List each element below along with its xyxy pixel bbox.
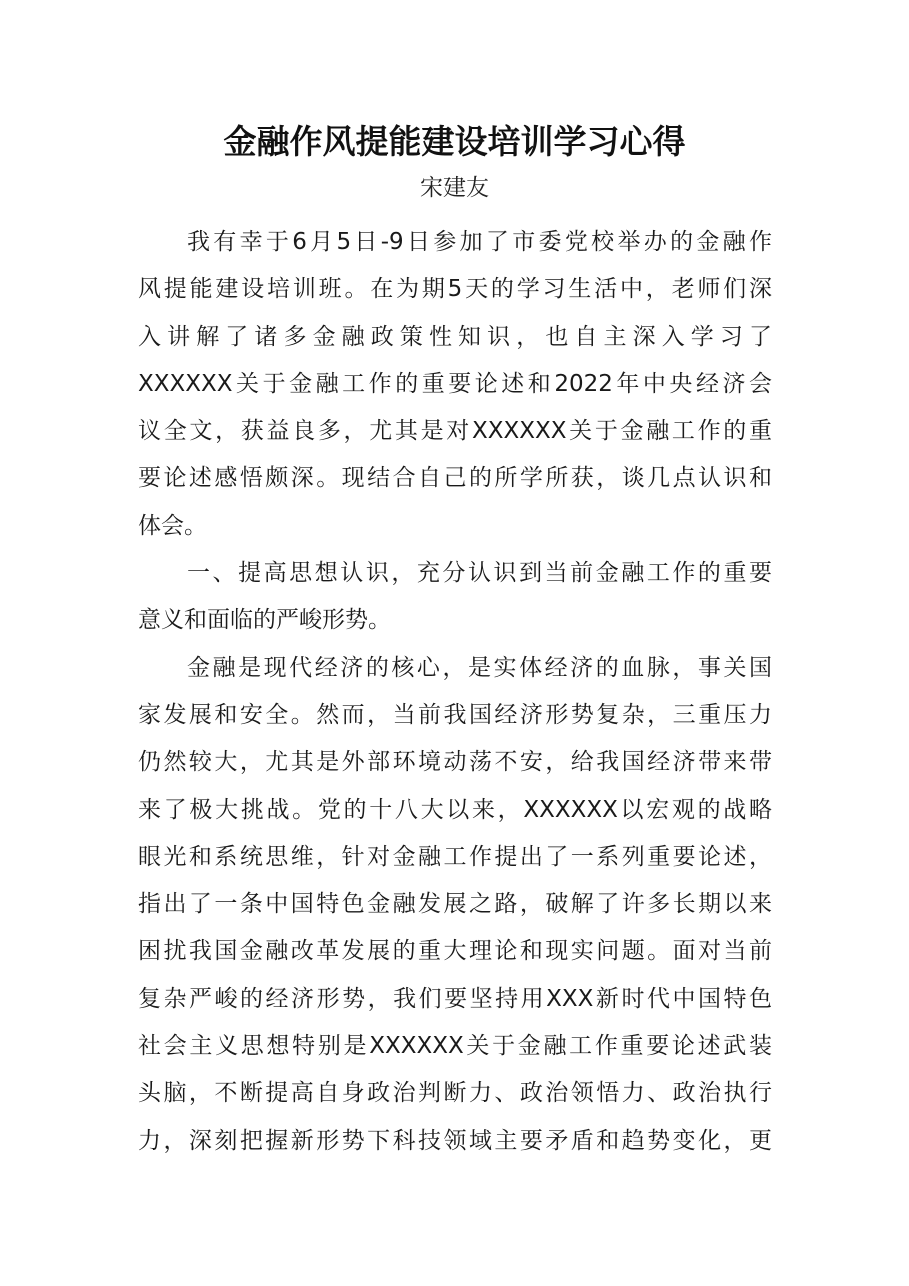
paragraph-line: 要论述感悟颇深。现结合自己的所学所获，谈几点认识和 — [138, 465, 772, 492]
document-title: 金融作风提能建设培训学习心得 — [223, 122, 686, 161]
paragraph-line: 力，深刻把握新形势下科技领域主要矛盾和趋势变化，更 — [138, 1127, 772, 1154]
paragraph-line: 复杂严峻的经济形势，我们要坚持用XXX新时代中国特色 — [138, 985, 772, 1012]
paragraph-line: 家发展和安全。然而，当前我国经济形势复杂，三重压力 — [138, 701, 772, 728]
paragraph-line: 仍然较大，尤其是外部环境动荡不安，给我国经济带来带 — [138, 749, 772, 776]
paragraph-line: 体会。 — [138, 512, 207, 539]
paragraph-line: 眼光和系统思维，针对金融工作提出了一系列重要论述， — [138, 843, 772, 870]
document-body — [138, 219, 772, 1165]
paragraph-line: 我有幸于6月5日-9日参加了市委党校举办的金融作 — [187, 229, 772, 255]
paragraph-line: 社会主义思想特别是XXXXXX关于金融工作重要论述武装 — [138, 1033, 772, 1060]
paragraph-line: 金融是现代经济的核心，是实体经济的血脉，事关国 — [187, 654, 772, 681]
section-heading-line: 意义和面临的严峻形势。 — [138, 607, 391, 634]
paragraph-line: 议全文，获益良多，尤其是对XXXXXX关于金融工作的重 — [138, 418, 772, 445]
section-heading-line: 一、提高思想认识，充分认识到当前金融工作的重要 — [187, 560, 772, 587]
paragraph-line: 风提能建设培训班。在为期5天的学习生活中，老师们深 — [138, 276, 772, 303]
paragraph-line: 头脑，不断提高自身政治判断力、政治领悟力、政治执行 — [138, 1080, 772, 1107]
paragraph-line: 指出了一条中国特色金融发展之路，破解了许多长期以来 — [138, 891, 772, 918]
paragraph-line: 来了极大挑战。党的十八大以来，XXXXXX以宏观的战略 — [138, 796, 772, 823]
paragraph-line: 入讲解了诸多金融政策性知识，也自主深入学习了 — [138, 323, 772, 350]
paragraph-line: 困扰我国金融改革发展的重大理论和现实问题。面对当前 — [138, 938, 772, 965]
paragraph-line: XXXXXX关于金融工作的重要论述和2022年中央经济会 — [138, 370, 772, 397]
document-author: 宋建友 — [420, 175, 489, 201]
